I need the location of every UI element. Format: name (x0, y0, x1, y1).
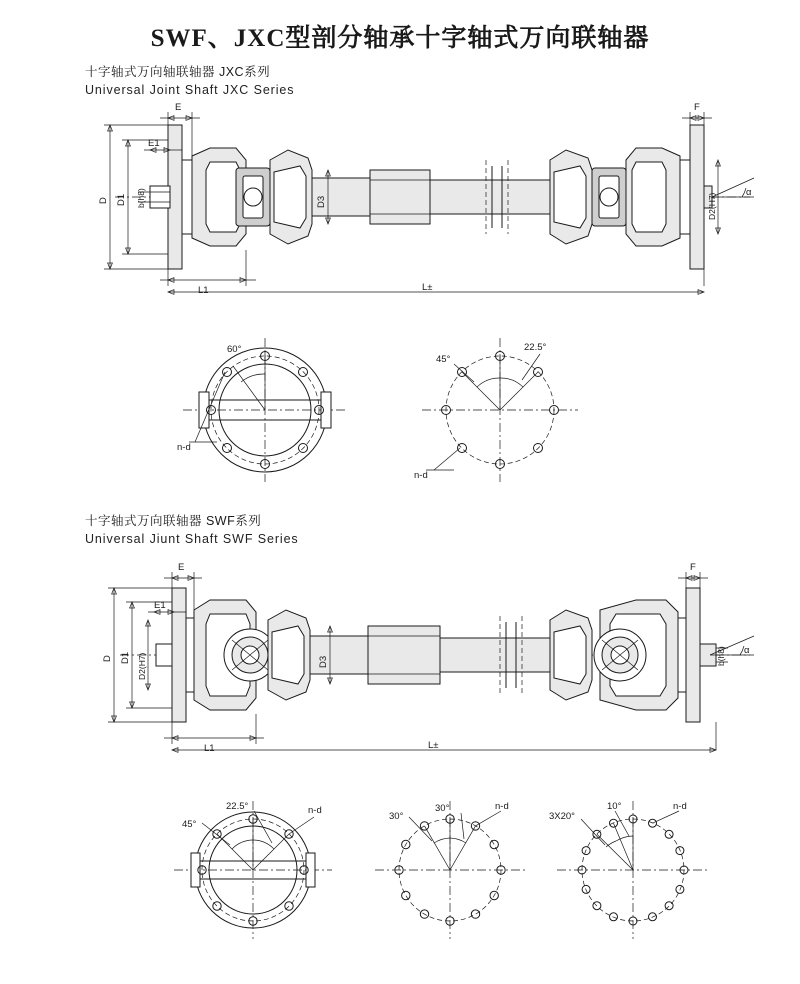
angle-225-swf: 22.5° (226, 801, 249, 812)
dim-b-swf: b(h8) (716, 646, 726, 666)
dim-b-jxc: b(h8) (136, 188, 146, 208)
dim-D2-swf: D2(H7) (137, 652, 147, 680)
dim-alpha-swf: α (744, 645, 750, 656)
angle-3x20-swf: 3X20° (549, 811, 575, 822)
dim-D2-jxc: D2(H7) (707, 192, 717, 220)
dim-E-swf: E (178, 562, 185, 573)
dim-L-swf: L± (428, 740, 439, 751)
dim-L-jxc: L± (422, 282, 433, 293)
figure-swf-flange-left (168, 795, 338, 945)
dim-E1-swf: E1 (154, 600, 166, 611)
angle-45-swf: 45° (182, 819, 197, 830)
label-nd-swf-left: n-d (308, 805, 322, 816)
dim-D3-jxc: D3 (316, 195, 327, 208)
dim-D1-jxc: D1 (116, 193, 127, 206)
section-label-jxc (85, 63, 294, 99)
figure-swf-bolt-circle-16 (545, 795, 725, 945)
dim-F-jxc: F (694, 102, 700, 113)
dim-D1-swf: D1 (120, 651, 131, 664)
angle-225-jxc: 22.5° (524, 342, 547, 353)
dim-L1-swf: L1 (204, 743, 215, 754)
figure-jxc-flange-left (175, 330, 355, 490)
label-nd-swf-mid: n-d (495, 801, 509, 812)
dim-L1-jxc: L1 (198, 285, 209, 296)
dim-E-jxc: E (175, 102, 182, 113)
dim-D-swf: D (102, 655, 113, 662)
dim-D3-swf: D3 (318, 655, 329, 668)
dim-F-swf: F (690, 562, 696, 573)
label-nd-swf-right: n-d (673, 801, 687, 812)
label-nd-jxc-left: n-d (177, 442, 191, 453)
figure-jxc-bolt-circle (410, 330, 590, 490)
angle-45-jxc: 45° (436, 354, 451, 365)
dim-alpha-jxc: α (746, 187, 752, 198)
angle-10-swf: 10° (607, 801, 622, 812)
angle-30-b-swf: 30° (435, 803, 450, 814)
label-nd-jxc-right: n-d (414, 470, 428, 481)
section-label-swf-en: Universal Jiunt Shaft SWF Series (85, 532, 299, 546)
section-label-swf-cn: 十字轴式万向联轴器 SWF系列 (85, 514, 262, 528)
section-label-jxc-cn: 十字轴式万向轴联轴器 JXC系列 (85, 65, 271, 79)
page-title: SWF、JXC型剖分轴承十字轴式万向联轴器 (150, 25, 650, 52)
angle-60-jxc: 60° (227, 344, 242, 355)
angle-30-a-swf: 30° (389, 811, 404, 822)
dim-E1-jxc: E1 (148, 138, 160, 149)
section-label-jxc-en: Universal Joint Shaft JXC Series (85, 83, 295, 97)
figure-swf-assembly (60, 558, 760, 758)
section-label-swf (85, 512, 299, 548)
figure-swf-bolt-circle-12 (365, 795, 535, 945)
figure-jxc-assembly (60, 100, 760, 300)
dim-D-jxc: D (98, 197, 109, 204)
